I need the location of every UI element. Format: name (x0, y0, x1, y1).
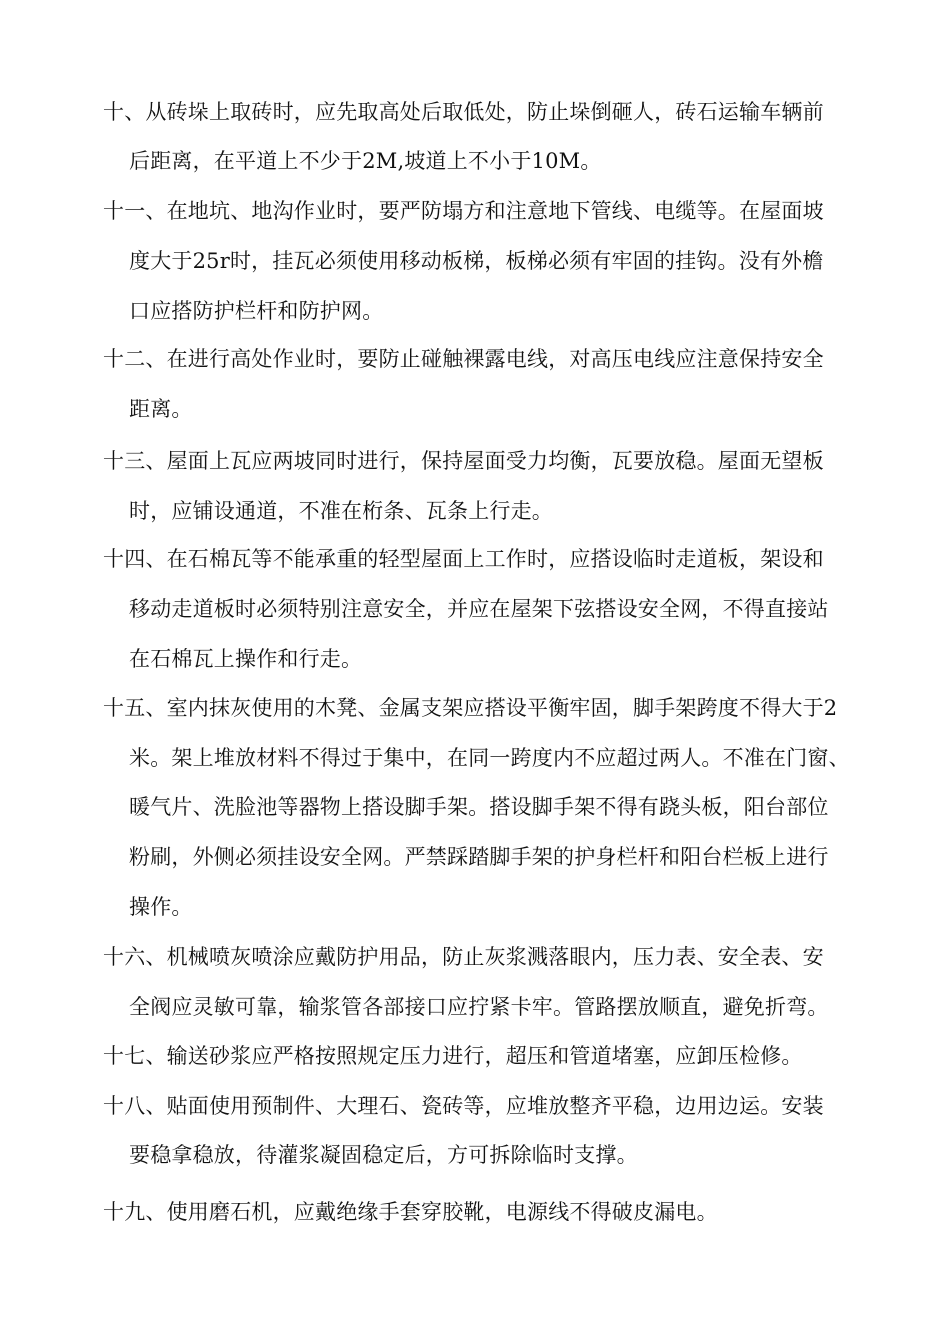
clause-line: 粉刷，外侧必须挂设安全网。严禁踩踏脚手架的护身栏杆和阳台栏板上进行 (129, 845, 829, 869)
clause-line: 操作。 (129, 895, 193, 919)
clause-line: 十八、贴面使用预制件、大理石、瓷砖等，应堆放整齐平稳，边用边运。安装 (103, 1094, 824, 1118)
clause-line: 十六、机械喷灰喷涂应戴防护用品，防止灰浆溅落眼内，压力表、安全表、安 (103, 945, 824, 969)
clause-line: 十三、屋面上瓦应两坡同时进行，保持屋面受力均衡，瓦要放稳。屋面无望板 (103, 449, 824, 473)
clause-line: 全阀应灵敏可靠，输浆管各部接口应拧紧卡牢。管路摆放顺直，避免折弯。 (129, 995, 829, 1019)
clause-line: 十、从砖垛上取砖时，应先取高处后取低处，防止垛倒砸人，砖石运输车辆前 (103, 100, 824, 124)
clause-line: 十一、在地坑、地沟作业时，要严防塌方和注意地下管线、电缆等。在屋面坡 (103, 199, 824, 223)
clause-line: 十四、在石棉瓦等不能承重的轻型屋面上工作时，应搭设临时走道板，架设和 (103, 547, 824, 571)
clause-line: 十五、室内抹灰使用的木凳、金属支架应搭设平衡牢固，脚手架跨度不得大于2 (103, 696, 838, 720)
clause-line: 十二、在进行高处作业时，要防止碰触裸露电线，对高压电线应注意保持安全 (103, 347, 824, 371)
clause-line: 度大于25r时，挂瓦必须使用移动板梯，板梯必须有牢固的挂钩。没有外檐 (129, 249, 824, 273)
clause-line: 距离。 (129, 397, 193, 421)
clause-line: 暖气片、洗脸池等器物上搭设脚手架。搭设脚手架不得有跷头板，阳台部位 (129, 795, 829, 819)
clause-line: 后距离，在平道上不少于2M,坡道上不小于10M。 (129, 149, 602, 173)
clause-line: 要稳拿稳放，待灌浆凝固稳定后，方可拆除临时支撑。 (129, 1143, 638, 1167)
clause-line: 移动走道板时必须特别注意安全，并应在屋架下弦搭设安全网，不得直接站 (129, 597, 829, 621)
clause-line: 十七、输送砂浆应严格按照规定压力进行，超压和管道堵塞，应卸压检修。 (103, 1044, 803, 1068)
clause-line: 口应搭防护栏杆和防护网。 (129, 299, 384, 323)
clause-line: 时，应铺设通道，不准在桁条、瓦条上行走。 (129, 499, 553, 523)
clause-line: 在石棉瓦上操作和行走。 (129, 647, 363, 671)
clause-line: 米。架上堆放材料不得过于集中，在同一跨度内不应超过两人。不准在门窗、 (129, 746, 850, 770)
clause-line: 十九、使用磨石机，应戴绝缘手套穿胶靴，电源线不得破皮漏电。 (103, 1200, 718, 1224)
